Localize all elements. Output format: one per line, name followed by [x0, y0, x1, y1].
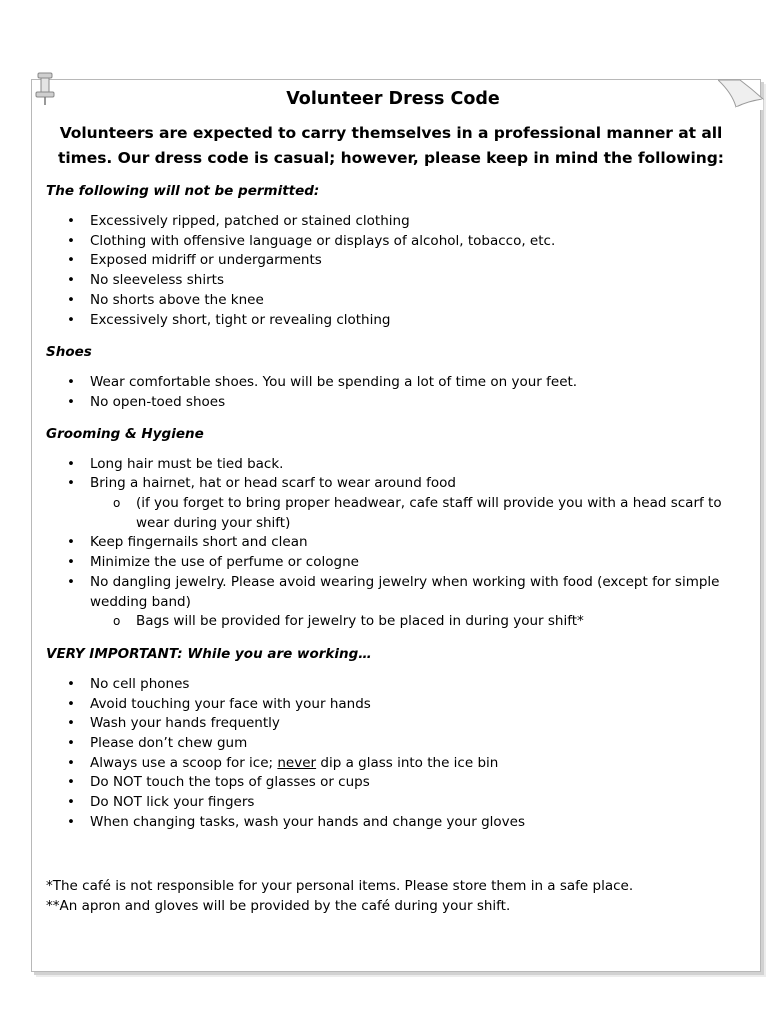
- footnote-apron-gloves: **An apron and gloves will be provided by the café during your shift.: [46, 897, 511, 914]
- footnote-personal-items: *The café is not responsible for your personal items. Please store them in a safe place.: [46, 877, 634, 894]
- list-item: • Excessively ripped, patched or stained clothing: [46, 212, 736, 232]
- list-item: • No shorts above the knee: [46, 291, 736, 311]
- section-heading-shoes: Shoes: [46, 344, 92, 361]
- list-item: • Long hair must be tied back.: [46, 455, 736, 475]
- scoop-text-before: Always use a scoop for ice;: [90, 754, 278, 771]
- section-heading-not-permitted: The following will not be permitted:: [46, 183, 320, 199]
- list-item: • Minimize the use of perfume or cologne: [46, 553, 736, 573]
- list-item: • Do NOT touch the tops of glasses or cups: [46, 773, 736, 793]
- list-important: [46, 675, 736, 833]
- section-heading-grooming: Grooming & Hygiene: [46, 425, 204, 442]
- list-shoes: [46, 373, 736, 412]
- list-item: • Do NOT lick your fingers: [46, 793, 736, 813]
- list-item: • Keep fingernails short and clean: [46, 533, 736, 553]
- list-item: • Avoid touching your face with your hands: [46, 695, 736, 715]
- intro-paragraph: Volunteers are expected to carry themselves in a professional manner at all times. Our dress code is casual; however, please keep in mind the following:: [58, 124, 724, 167]
- list-not-permitted: [46, 212, 736, 330]
- section-heading-important: VERY IMPORTANT: While you are working…: [46, 645, 372, 662]
- list-item: • Clothing with offensive language or displays of alcohol, tobacco, etc.: [46, 232, 736, 252]
- list-item: • Bring a hairnet, hat or head scarf to wear around food: [46, 474, 736, 494]
- list-item: • When changing tasks, wash your hands and change your gloves: [46, 813, 736, 833]
- scoop-text-after: dip a glass into the ice bin: [316, 754, 499, 771]
- list-item: • No cell phones: [46, 675, 736, 695]
- document-content: [46, 86, 736, 916]
- sub-list-item: o Bags will be provided for jewelry to be placed in during your shift*: [46, 612, 736, 632]
- sub-list-item: o (if you forget to bring proper headwear, cafe staff will provide you with a head scarf to wear during your shift): [46, 494, 736, 533]
- list-item: • Wear comfortable shoes. You will be spending a lot of time on your feet.: [46, 373, 736, 393]
- list-item-scoop: [46, 754, 736, 774]
- list-item: • Excessively short, tight or revealing clothing: [46, 311, 736, 331]
- list-grooming: [46, 455, 736, 632]
- list-item: • Please don’t chew gum: [46, 734, 736, 754]
- scoop-text-underlined: never: [277, 754, 317, 771]
- page-title: Volunteer Dress Code: [286, 89, 500, 109]
- list-item: • Wash your hands frequently: [46, 714, 736, 734]
- list-item: • No open-toed shoes: [46, 393, 736, 413]
- list-item: • No dangling jewelry. Please avoid wearing jewelry when working with food (except for simple wedding band): [46, 573, 736, 612]
- list-item: • No sleeveless shirts: [46, 271, 736, 291]
- list-item: • Exposed midriff or undergarments: [46, 251, 736, 271]
